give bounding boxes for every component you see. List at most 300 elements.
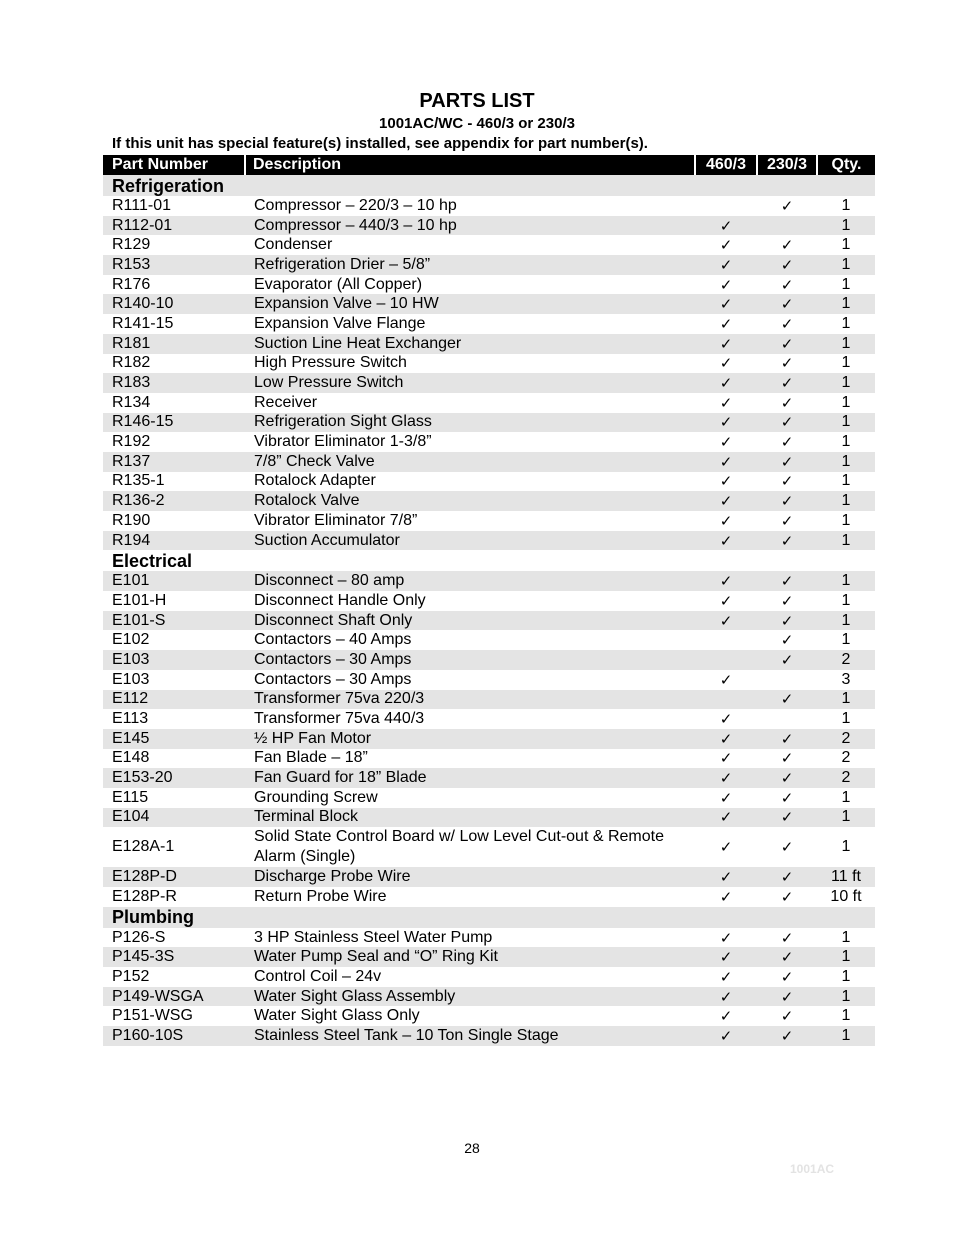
checkmark-icon: ✓ xyxy=(719,868,733,887)
qty-cell: 1 xyxy=(817,987,875,1007)
checkmark-icon: ✓ xyxy=(780,236,794,255)
checkmark-icon: ✓ xyxy=(719,314,733,333)
check-230-cell xyxy=(757,630,817,650)
part-number-cell: R192 xyxy=(112,433,151,451)
qty-cell: 1 xyxy=(817,491,875,511)
qty-cell: 1 xyxy=(841,928,851,946)
table-row xyxy=(103,1026,875,1046)
checkmark-icon: ✓ xyxy=(719,295,733,314)
check-230-cell xyxy=(757,690,817,710)
table-row xyxy=(103,255,875,275)
qty-cell: 1 xyxy=(841,196,851,214)
qty-cell: 1 xyxy=(817,611,875,631)
checkmark-icon: ✓ xyxy=(719,729,733,748)
table-row xyxy=(103,413,875,433)
qty-cell: 1 xyxy=(841,511,851,529)
table-row xyxy=(103,827,875,867)
check-230-cell xyxy=(757,749,817,769)
qty-cell: 2 xyxy=(841,749,851,767)
table-row xyxy=(103,729,875,749)
description-cell: Refrigeration Drier – 5/8” xyxy=(245,255,695,275)
qty-cell: 1 xyxy=(817,571,875,591)
part-number-cell: R181 xyxy=(103,334,245,354)
checkmark-icon: ✓ xyxy=(780,987,794,1006)
description-cell: Transformer 75va 220/3 xyxy=(245,690,695,710)
check-460-cell xyxy=(695,571,757,591)
qty-cell: 10 ft xyxy=(830,887,862,905)
check-460-cell xyxy=(695,887,757,907)
checkmark-icon: ✓ xyxy=(719,275,733,294)
checkmark-icon: ✓ xyxy=(719,511,733,530)
part-number-cell: E101-H xyxy=(112,591,167,609)
table-header-row xyxy=(103,155,875,175)
check-460-cell xyxy=(695,630,757,650)
description-cell: Expansion Valve Flange xyxy=(254,314,426,332)
check-460-cell xyxy=(695,334,757,354)
table-row xyxy=(103,947,875,967)
qty-cell: 1 xyxy=(817,294,875,314)
description-cell: Rotalock Valve xyxy=(245,491,695,511)
check-230-cell xyxy=(757,709,817,729)
checkmark-icon: ✓ xyxy=(780,591,794,610)
checkmark-icon: ✓ xyxy=(719,255,733,274)
section-row xyxy=(103,550,875,571)
check-230-cell xyxy=(757,947,817,967)
description-cell: 3 HP Stainless Steel Water Pump xyxy=(254,928,493,946)
part-number-cell: P126-S xyxy=(112,928,166,946)
check-460-cell xyxy=(695,1006,757,1026)
table-row xyxy=(103,1006,875,1026)
qty-cell: 1 xyxy=(817,334,875,354)
checkmark-icon: ✓ xyxy=(780,1026,794,1045)
table-row xyxy=(103,571,875,591)
checkmark-icon: ✓ xyxy=(780,808,794,827)
checkmark-icon: ✓ xyxy=(780,838,794,857)
table-row xyxy=(103,334,875,354)
description-cell: 7/8” Check Valve xyxy=(245,452,695,472)
description-cell: Condenser xyxy=(254,236,333,254)
description-cell: Fan Blade – 18” xyxy=(254,749,368,767)
check-230-cell xyxy=(757,354,817,374)
description-cell: Control Coil – 24v xyxy=(254,967,382,985)
part-number-cell: E101 xyxy=(103,571,245,591)
part-number-cell: R190 xyxy=(112,511,151,529)
checkmark-icon: ✓ xyxy=(719,393,733,412)
qty-cell: 2 xyxy=(817,650,875,670)
check-230-cell xyxy=(757,571,817,591)
check-230-cell xyxy=(757,275,817,295)
checkmark-icon: ✓ xyxy=(780,452,794,471)
check-230-cell xyxy=(757,768,817,788)
check-460-cell xyxy=(695,591,757,611)
checkmark-icon: ✓ xyxy=(780,769,794,788)
checkmark-icon: ✓ xyxy=(780,749,794,768)
description-cell: Contactors – 30 Amps xyxy=(254,670,412,688)
check-460-cell xyxy=(695,432,757,452)
checkmark-icon: ✓ xyxy=(719,611,733,630)
parts-table-body xyxy=(103,175,875,1046)
table-row xyxy=(103,749,875,769)
check-460-cell xyxy=(695,472,757,492)
checkmark-icon: ✓ xyxy=(780,788,794,807)
check-460-cell xyxy=(695,235,757,255)
header-460-3: 460/3 xyxy=(695,155,757,175)
appendix-note: If this unit has special feature(s) installed, see appendix for part number(s). xyxy=(112,135,648,152)
table-row xyxy=(103,630,875,650)
part-number-cell: R134 xyxy=(112,393,151,411)
checkmark-icon: ✓ xyxy=(780,314,794,333)
description-cell: Suction Line Heat Exchanger xyxy=(245,334,695,354)
page-title: PARTS LIST xyxy=(419,90,535,112)
table-row xyxy=(103,867,875,887)
part-number-cell: E104 xyxy=(103,808,245,828)
table-row xyxy=(103,354,875,374)
description-cell: Disconnect Shaft Only xyxy=(245,611,695,631)
checkmark-icon: ✓ xyxy=(780,354,794,373)
check-460-cell xyxy=(695,650,757,670)
check-460-cell xyxy=(695,314,757,334)
check-230-cell xyxy=(757,531,817,551)
qty-cell: 1 xyxy=(817,373,875,393)
checkmark-icon: ✓ xyxy=(780,650,794,669)
table-row xyxy=(103,670,875,690)
qty-cell: 1 xyxy=(841,393,851,411)
qty-cell: 2 xyxy=(817,729,875,749)
part-number-cell: R136-2 xyxy=(103,491,245,511)
check-460-cell xyxy=(695,491,757,511)
checkmark-icon: ✓ xyxy=(780,472,794,491)
part-number-cell: E128A-1 xyxy=(112,838,175,856)
description-cell: Expansion Valve – 10 HW xyxy=(245,294,695,314)
part-number-cell: R129 xyxy=(112,236,151,254)
check-460-cell xyxy=(695,511,757,531)
checkmark-icon: ✓ xyxy=(780,334,794,353)
checkmark-icon: ✓ xyxy=(780,196,794,215)
checkmark-icon: ✓ xyxy=(719,492,733,511)
description-cell: Terminal Block xyxy=(245,808,695,828)
header-part-number: Part Number xyxy=(103,155,245,175)
check-460-cell xyxy=(695,275,757,295)
description-cell: Rotalock Adapter xyxy=(254,472,376,490)
description-cell: Contactors – 30 Amps xyxy=(245,650,695,670)
description-cell: Refrigeration Sight Glass xyxy=(245,413,695,433)
qty-cell: 2 xyxy=(817,768,875,788)
check-460-cell xyxy=(695,1026,757,1046)
check-230-cell xyxy=(757,788,817,808)
check-230-cell xyxy=(757,334,817,354)
check-460-cell xyxy=(695,413,757,433)
qty-cell: 1 xyxy=(841,1007,851,1025)
check-230-cell xyxy=(757,216,817,236)
description-cell: Stainless Steel Tank – 10 Ton Single Stage xyxy=(245,1026,695,1046)
description-cell: Grounding Screw xyxy=(254,788,378,806)
check-460-cell xyxy=(695,788,757,808)
part-number-cell: R194 xyxy=(103,531,245,551)
checkmark-icon: ✓ xyxy=(719,710,733,729)
table-row xyxy=(103,690,875,710)
checkmark-icon: ✓ xyxy=(719,1026,733,1045)
check-460-cell xyxy=(695,729,757,749)
check-460-cell xyxy=(695,393,757,413)
check-460-cell xyxy=(695,196,757,216)
part-number-cell: R135-1 xyxy=(112,472,165,490)
table-row xyxy=(103,393,875,413)
model-watermark: 1001AC xyxy=(790,1162,835,1176)
description-cell: Transformer 75va 440/3 xyxy=(254,710,425,728)
checkmark-icon: ✓ xyxy=(780,948,794,967)
table-row xyxy=(103,808,875,828)
part-number-cell: P152 xyxy=(112,967,150,985)
table-row xyxy=(103,650,875,670)
check-460-cell xyxy=(695,928,757,948)
table-row xyxy=(103,768,875,788)
check-230-cell xyxy=(757,867,817,887)
check-230-cell xyxy=(757,235,817,255)
checkmark-icon: ✓ xyxy=(780,572,794,591)
qty-cell: 3 xyxy=(841,670,851,688)
checkmark-icon: ✓ xyxy=(719,591,733,610)
check-230-cell xyxy=(757,294,817,314)
part-number-cell: R182 xyxy=(112,354,151,372)
check-230-cell xyxy=(757,393,817,413)
part-number-cell: E153-20 xyxy=(103,768,245,788)
checkmark-icon: ✓ xyxy=(780,255,794,274)
description-cell: Vibrator Eliminator 7/8” xyxy=(254,511,418,529)
table-row xyxy=(103,216,875,236)
checkmark-icon: ✓ xyxy=(780,492,794,511)
check-230-cell xyxy=(757,373,817,393)
checkmark-icon: ✓ xyxy=(780,631,794,650)
page-number: 28 xyxy=(464,1140,480,1156)
table-row xyxy=(103,788,875,808)
qty-cell: 1 xyxy=(841,710,851,728)
check-230-cell xyxy=(757,670,817,690)
qty-cell: 1 xyxy=(817,413,875,433)
part-number-cell: E102 xyxy=(112,631,150,649)
check-460-cell xyxy=(695,354,757,374)
table-row xyxy=(103,709,875,729)
part-number-cell: R111-01 xyxy=(112,196,171,214)
description-cell: Return Probe Wire xyxy=(254,887,387,905)
check-460-cell xyxy=(695,690,757,710)
check-460-cell xyxy=(695,216,757,236)
check-460-cell xyxy=(695,255,757,275)
table-row xyxy=(103,611,875,631)
part-number-cell: P145-3S xyxy=(103,947,245,967)
checkmark-icon: ✓ xyxy=(719,354,733,373)
description-cell: Fan Guard for 18” Blade xyxy=(245,768,695,788)
check-460-cell xyxy=(695,808,757,828)
checkmark-icon: ✓ xyxy=(719,838,733,857)
part-number-cell: R153 xyxy=(103,255,245,275)
qty-cell: 1 xyxy=(841,236,851,254)
checkmark-icon: ✓ xyxy=(780,887,794,906)
checkmark-icon: ✓ xyxy=(719,531,733,550)
checkmark-icon: ✓ xyxy=(719,670,733,689)
part-number-cell: R141-15 xyxy=(112,314,174,332)
table-row xyxy=(103,314,875,334)
checkmark-icon: ✓ xyxy=(719,413,733,432)
description-cell: Evaporator (All Copper) xyxy=(254,275,423,293)
section-row xyxy=(103,907,875,928)
qty-cell: 1 xyxy=(817,216,875,236)
description-cell: Compressor – 440/3 – 10 hp xyxy=(245,216,695,236)
checkmark-icon: ✓ xyxy=(780,433,794,452)
part-number-cell: E115 xyxy=(112,788,149,806)
check-230-cell xyxy=(757,255,817,275)
table-row xyxy=(103,235,875,255)
section-label: Refrigeration xyxy=(103,175,875,196)
qty-cell: 1 xyxy=(817,452,875,472)
checkmark-icon: ✓ xyxy=(719,928,733,947)
part-number-cell: E128P-D xyxy=(103,867,245,887)
checkmark-icon: ✓ xyxy=(719,1007,733,1026)
checkmark-icon: ✓ xyxy=(719,948,733,967)
part-number-cell: P160-10S xyxy=(103,1026,245,1046)
qty-cell: 1 xyxy=(841,433,851,451)
table-row xyxy=(103,511,875,531)
check-230-cell xyxy=(757,987,817,1007)
checkmark-icon: ✓ xyxy=(780,393,794,412)
checkmark-icon: ✓ xyxy=(780,729,794,748)
part-number-cell: R183 xyxy=(103,373,245,393)
qty-cell: 1 xyxy=(841,838,851,856)
part-number-cell: P149-WSGA xyxy=(103,987,245,1007)
check-460-cell xyxy=(695,987,757,1007)
check-460-cell xyxy=(695,373,757,393)
check-460-cell xyxy=(695,967,757,987)
check-230-cell xyxy=(757,432,817,452)
qty-cell: 1 xyxy=(841,591,851,609)
check-230-cell xyxy=(757,808,817,828)
part-number-cell: E145 xyxy=(103,729,245,749)
qty-cell: 1 xyxy=(817,255,875,275)
check-230-cell xyxy=(757,650,817,670)
table-row xyxy=(103,196,875,216)
checkmark-icon: ✓ xyxy=(780,295,794,314)
check-230-cell xyxy=(757,967,817,987)
checkmark-icon: ✓ xyxy=(719,236,733,255)
description-cell: Water Sight Glass Only xyxy=(254,1007,420,1025)
table-row xyxy=(103,432,875,452)
checkmark-icon: ✓ xyxy=(780,868,794,887)
part-number-cell: E112 xyxy=(103,690,245,710)
section-label: Electrical xyxy=(112,550,193,571)
qty-cell: 11 ft xyxy=(817,867,875,887)
check-460-cell xyxy=(695,709,757,729)
table-row xyxy=(103,928,875,948)
part-number-cell: R112-01 xyxy=(103,216,245,236)
part-number-cell: E128P-R xyxy=(112,887,177,905)
description-cell: Discharge Probe Wire xyxy=(245,867,695,887)
check-230-cell xyxy=(757,196,817,216)
checkmark-icon: ✓ xyxy=(780,511,794,530)
page-subtitle: 1001AC/WC - 460/3 or 230/3 xyxy=(379,115,575,132)
check-230-cell xyxy=(757,1006,817,1026)
qty-cell: 1 xyxy=(841,967,851,985)
checkmark-icon: ✓ xyxy=(719,433,733,452)
description-cell: Low Pressure Switch xyxy=(245,373,695,393)
qty-cell: 1 xyxy=(841,314,851,332)
check-460-cell xyxy=(695,749,757,769)
checkmark-icon: ✓ xyxy=(780,690,794,709)
part-number-cell: E113 xyxy=(112,710,149,728)
checkmark-icon: ✓ xyxy=(780,1007,794,1026)
check-230-cell xyxy=(757,472,817,492)
check-230-cell xyxy=(757,611,817,631)
part-number-cell: R146-15 xyxy=(103,413,245,433)
qty-cell: 1 xyxy=(817,1026,875,1046)
table-row xyxy=(103,472,875,492)
checkmark-icon: ✓ xyxy=(780,275,794,294)
checkmark-icon: ✓ xyxy=(719,808,733,827)
part-number-cell: R137 xyxy=(103,452,245,472)
checkmark-icon: ✓ xyxy=(719,967,733,986)
checkmark-icon: ✓ xyxy=(719,572,733,591)
checkmark-icon: ✓ xyxy=(719,887,733,906)
description-cell: Disconnect – 80 amp xyxy=(245,571,695,591)
qty-cell: 1 xyxy=(841,788,851,806)
description-cell: Vibrator Eliminator 1-3/8” xyxy=(254,433,432,451)
table-row xyxy=(103,591,875,611)
part-number-cell: E103 xyxy=(103,650,245,670)
check-230-cell xyxy=(757,413,817,433)
checkmark-icon: ✓ xyxy=(719,749,733,768)
check-460-cell xyxy=(695,294,757,314)
checkmark-icon: ✓ xyxy=(719,472,733,491)
part-number-cell: E148 xyxy=(112,749,150,767)
check-230-cell xyxy=(757,928,817,948)
check-230-cell xyxy=(757,1026,817,1046)
checkmark-icon: ✓ xyxy=(719,334,733,353)
check-230-cell xyxy=(757,491,817,511)
section-label: Plumbing xyxy=(103,907,875,928)
check-460-cell xyxy=(695,611,757,631)
description-cell: High Pressure Switch xyxy=(254,354,407,372)
description-cell: Water Sight Glass Assembly xyxy=(245,987,695,1007)
checkmark-icon: ✓ xyxy=(780,531,794,550)
check-460-cell xyxy=(695,452,757,472)
check-230-cell xyxy=(757,452,817,472)
qty-cell: 1 xyxy=(817,947,875,967)
table-row xyxy=(103,531,875,551)
header-qty: Qty. xyxy=(817,155,875,175)
check-230-cell xyxy=(757,729,817,749)
qty-cell: 1 xyxy=(817,690,875,710)
description-cell: Solid State Control Board w/ Low Level Cut-out & Remote Alarm (Single) xyxy=(254,828,664,866)
description-cell: ½ HP Fan Motor xyxy=(245,729,695,749)
check-230-cell xyxy=(757,591,817,611)
description-cell: Receiver xyxy=(254,393,318,411)
checkmark-icon: ✓ xyxy=(780,967,794,986)
check-230-cell xyxy=(757,511,817,531)
check-460-cell xyxy=(695,531,757,551)
checkmark-icon: ✓ xyxy=(780,611,794,630)
table-row xyxy=(103,887,875,907)
part-number-cell: E101-S xyxy=(103,611,245,631)
qty-cell: 1 xyxy=(817,531,875,551)
qty-cell: 1 xyxy=(841,472,851,490)
header-description: Description xyxy=(245,155,695,175)
checkmark-icon: ✓ xyxy=(719,452,733,471)
qty-cell: 1 xyxy=(841,275,851,293)
check-460-cell xyxy=(695,827,757,867)
part-number-cell: P151-WSG xyxy=(112,1007,193,1025)
check-460-cell xyxy=(695,670,757,690)
check-230-cell xyxy=(757,887,817,907)
checkmark-icon: ✓ xyxy=(719,216,733,235)
description-cell: Compressor – 220/3 – 10 hp xyxy=(254,196,457,214)
